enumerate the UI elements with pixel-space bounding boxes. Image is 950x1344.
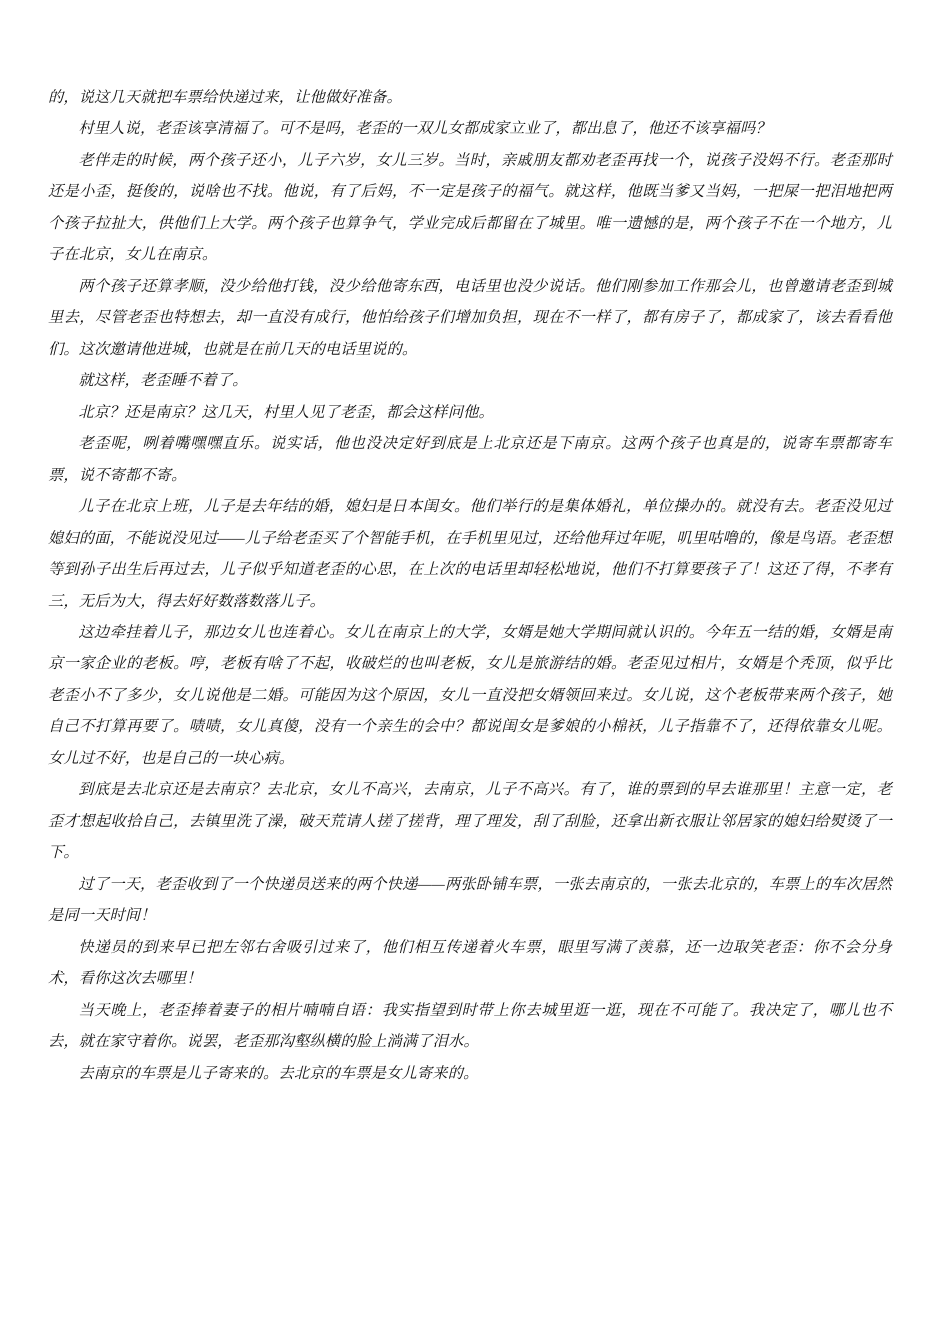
paragraph: 快递员的到来早已把左邻右舍吸引过来了，他们相互传递着火车票，眼里写满了羡慕，还一边取笑老歪：你不会分身术，看你这次去哪里！ [48,938,892,988]
paragraph: 就这样，老歪睡不着了。 [78,372,248,390]
document-body [48,82,892,1089]
paragraph: 这边牵挂着儿子，那边女儿也连着心。女儿在南京上的大学，女婿是她大学期间就认识的。今年五一结的婚，女婿是南京一家企业的老板。哼，老板有啥了不起，收破烂的也叫老板，女儿是旅游结的婚。老歪见过相片，女婿是个秃顶，似乎比老歪小不了多少，女儿说他是二婚。可能因为这个原因，女儿一直没把女婿领回来过。女儿说，这个老板带来两个孩子，她自己不打算再要了。啧啧，女儿真傻，没有一个亲生的会中？都说闺女是爹娘的小棉袄，儿子指靠不了，还得依靠女儿呢。女儿过不好，也是自己的一块心病。 [48,623,892,767]
paragraph: 老伴走的时候，两个孩子还小，儿子六岁，女儿三岁。当时，亲戚朋友都劝老歪再找一个，说孩子没妈不行。老歪那时还是小歪，挺俊的，说啥也不找。他说，有了后妈，不一定是孩子的福气。就这样，他既当爹又当妈，一把屎一把泪地把两个孩子拉扯大，供他们上大学。两个孩子也算争气，学业完成后都留在了城里。唯一遗憾的是，两个孩子不在一个地方，儿子在北京，女儿在南京。 [48,151,892,264]
paragraph: 两个孩子还算孝顺，没少给他打钱，没少给他寄东西，电话里也没少说话。他们刚参加工作那会儿，也曾邀请老歪到城里去，尽管老歪也特想去，却一直没有成行，他怕给孩子们增加负担，现在不一样了，都有房子了，都成家了，该去看看他们。这次邀请他进城，也就是在前几天的电话里说的。 [48,277,892,358]
paragraph: 到底是去北京还是去南京？去北京，女儿不高兴，去南京，儿子不高兴。有了，谁的票到的早去谁那里！主意一定，老歪才想起收拾自己，去镇里洗了澡，破天荒请人搓了搓背，理了理发，刮了刮脸，还拿出新衣服让邻居家的媳妇给熨烫了一下。 [48,781,892,862]
paragraph: 当天晚上，老歪捧着妻子的相片喃喃自语：我实指望到时带上你去城里逛一逛，现在不可能了。我决定了，哪儿也不去，就在家守着你。说罢，老歪那沟壑纵横的脸上淌满了泪水。 [48,1001,892,1051]
paragraph: 的，说这几天就把车票给快递过来，让他做好准备。 [48,89,402,106]
paragraph: 去南京的车票是儿子寄来的。去北京的车票是女儿寄来的。 [78,1064,479,1082]
paragraph: 过了一天，老歪收到了一个快递员送来的两个快递——两张卧铺车票，一张去南京的，一张去北京的，车票上的车次居然是同一天时间！ [48,875,892,925]
paragraph: 村里人说，老歪该享清福了。可不是吗，老歪的一双儿女都成家立业了，都出息了，他还不该享福吗？ [78,120,771,138]
paragraph: 北京？还是南京？这几天，村里人见了老歪，都会这样问他。 [78,403,494,421]
paragraph: 儿子在北京上班，儿子是去年结的婚，媳妇是日本闺女。他们举行的是集体婚礼，单位操办的。就没有去。老歪没见过媳妇的面，不能说没见过——儿子给老歪买了个智能手机，在手机里见过，还给他拜过年呢，叽里咕噜的，像是鸟语。老歪想等到孙子出生后再过去，儿子似乎知道老歪的心思，在上次的电话里却轻松地说，他们不打算要孩子了！这还了得，不孝有三，无后为大，得去好好数落数落儿子。 [48,498,892,610]
paragraph: 老歪呢，咧着嘴嘿嘿直乐。说实话，他也没决定好到底是上北京还是下南京。这两个孩子也真是的，说寄车票都寄车票，说不寄都不寄。 [48,435,892,484]
